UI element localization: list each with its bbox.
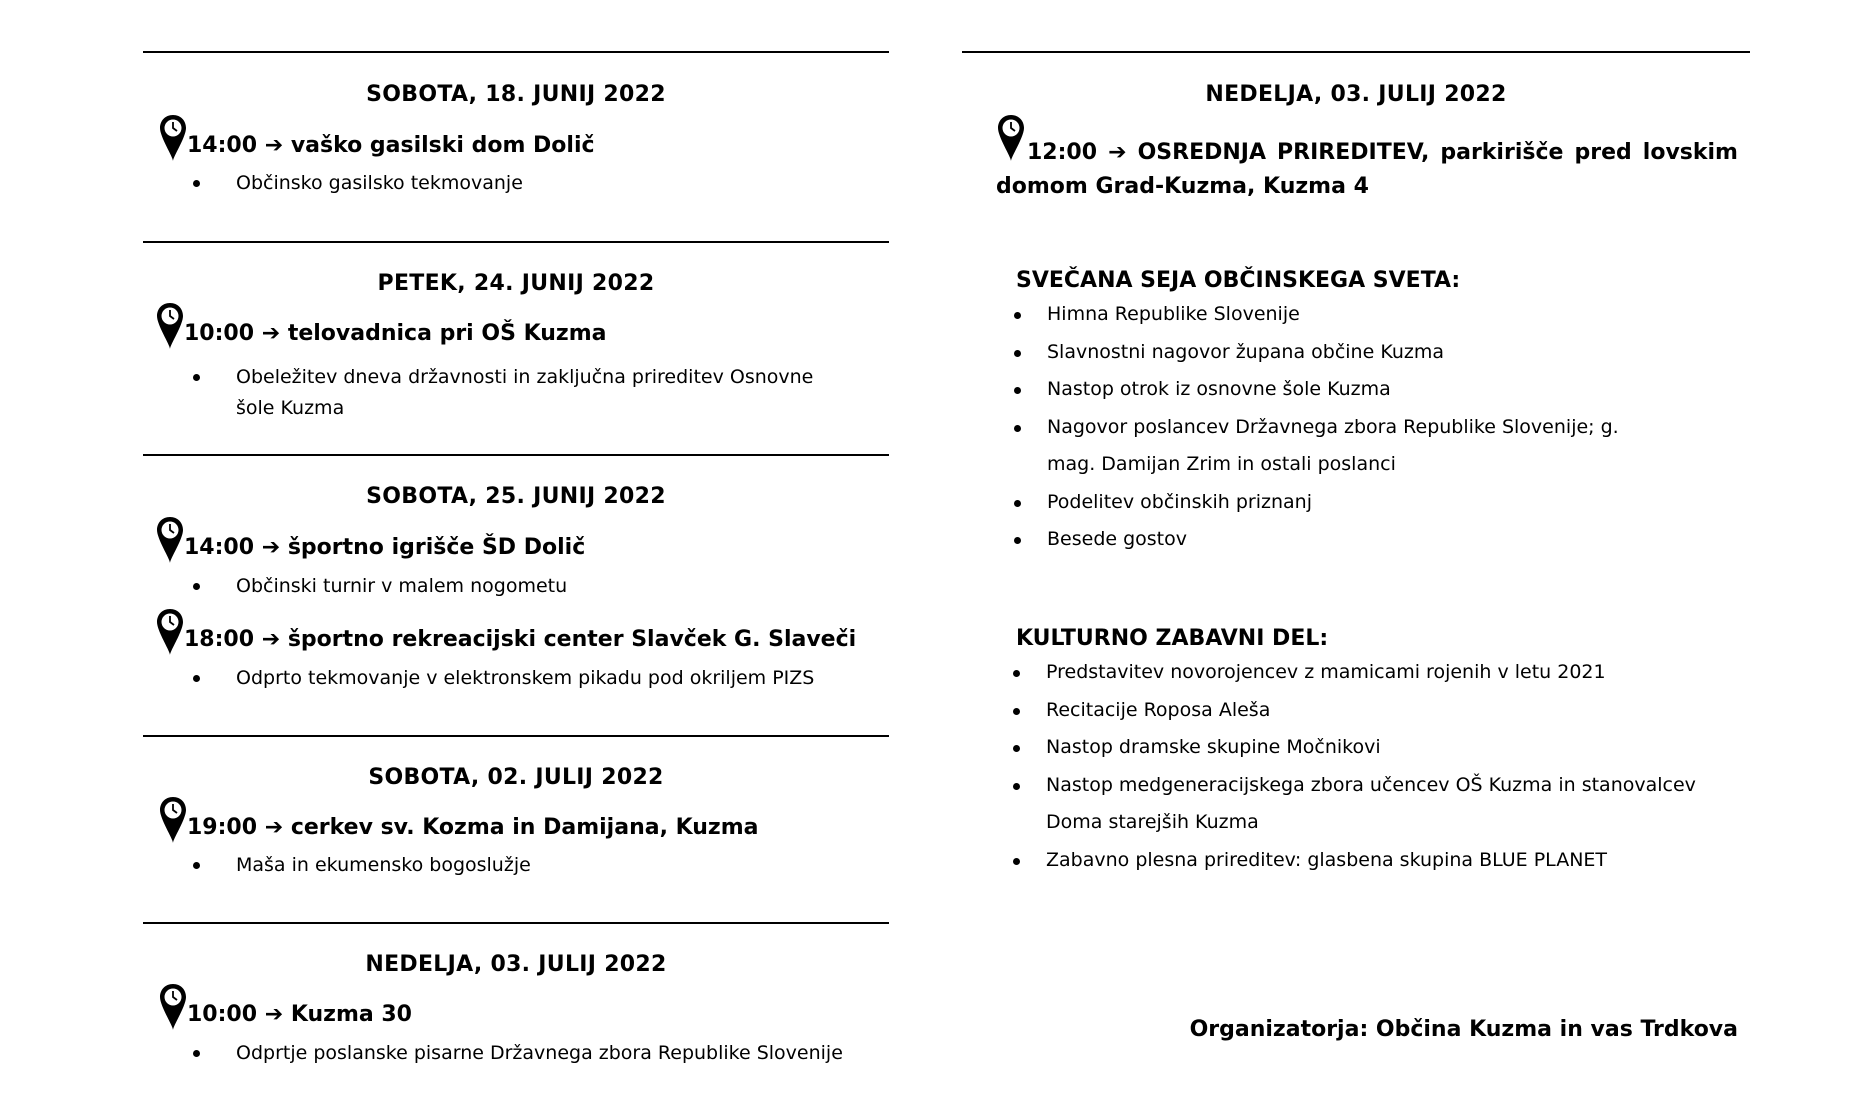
event-time-location	[184, 627, 856, 652]
location-pin-icon	[155, 515, 185, 565]
event-time-location	[187, 1002, 412, 1027]
arrow-icon: ➔	[264, 815, 284, 840]
event-time: 14:00	[187, 133, 258, 158]
list-item: Recitacije Roposa Aleša	[1013, 692, 1743, 730]
event-time-location	[187, 815, 759, 840]
day-date: SOBOTA, 18. JUNIJ 2022	[366, 82, 666, 107]
list-item: Nastop dramske skupine Močnikovi	[1013, 729, 1743, 767]
event-items	[193, 362, 853, 424]
list-item: Maša in ekumensko bogoslužje	[193, 850, 531, 881]
event-time: 10:00	[187, 1002, 258, 1027]
list-item: Zabavno plesna prireditev: glasbena skupina BLUE PLANET	[1013, 842, 1743, 880]
event-time-location	[184, 535, 585, 560]
event-items	[193, 1038, 933, 1069]
arrow-icon: ➔	[264, 1002, 284, 1027]
day-date: SOBOTA, 02. JULIJ 2022	[368, 765, 664, 790]
event-time-location	[187, 133, 595, 158]
entertainment-list	[1013, 654, 1743, 879]
list-item: Slavnostni nagovor župana občine Kuzma	[1014, 334, 1654, 372]
event-location: športno rekreacijski center Slavček G. Slaveči	[287, 627, 857, 652]
event-time: 10:00	[184, 321, 255, 346]
list-item: Nastop medgeneracijskega zbora učencev OŠ Kuzma in stanovalcev Doma starejših Kuzma	[1013, 767, 1743, 842]
organizer-credit: Organizatorja: Občina Kuzma in vas Trdkova	[1189, 1017, 1738, 1042]
event-time-location	[184, 321, 607, 346]
event-items	[193, 850, 531, 881]
arrow-icon: ➔	[264, 133, 284, 158]
arrow-icon: ➔	[1108, 140, 1127, 165]
event-items	[193, 168, 523, 199]
list-item: Obeležitev dneva državnosti in zaključna prireditev Osnovne šole Kuzma	[193, 362, 853, 424]
divider	[962, 51, 1750, 53]
arrow-icon: ➔	[261, 321, 281, 346]
section-heading: KULTURNO ZABAVNI DEL:	[1016, 626, 1329, 651]
event-time: 12:00	[1027, 140, 1098, 165]
divider	[143, 241, 889, 243]
divider	[143, 735, 889, 737]
location-pin-icon	[158, 113, 188, 163]
event-location: vaško gasilski dom Dolič	[290, 133, 595, 158]
day-date: SOBOTA, 25. JUNIJ 2022	[366, 484, 666, 509]
location-pin-icon	[158, 795, 188, 845]
event-items	[193, 571, 567, 602]
day-date: NEDELJA, 03. JULIJ 2022	[365, 952, 667, 977]
list-item: Občinski turnir v malem nogometu	[193, 571, 567, 602]
list-item: Odprto tekmovanje v elektronskem pikadu pod okriljem PIZS	[193, 663, 814, 694]
event-time: 14:00	[184, 535, 255, 560]
event-location: telovadnica pri OŠ Kuzma	[287, 321, 607, 346]
list-item: Predstavitev novorojencev z mamicami rojenih v letu 2021	[1013, 654, 1743, 692]
location-pin-icon	[155, 301, 185, 351]
event-location: Kuzma 30	[290, 1002, 412, 1027]
event-time: 18:00	[184, 627, 255, 652]
location-pin-icon	[158, 982, 188, 1032]
list-item: Občinsko gasilsko tekmovanje	[193, 168, 523, 199]
event-items	[193, 663, 814, 694]
day-date: PETEK, 24. JUNIJ 2022	[377, 271, 655, 296]
ceremony-list	[1014, 296, 1654, 559]
location-pin-icon	[155, 607, 185, 657]
divider	[143, 922, 889, 924]
arrow-icon: ➔	[261, 535, 281, 560]
arrow-icon: ➔	[261, 627, 281, 652]
list-item: Nagovor poslancev Državnega zbora Republike Slovenije; g. mag. Damijan Zrim in ostali poslanci	[1014, 409, 1654, 484]
section-heading: SVEČANA SEJA OBČINSKEGA SVETA:	[1016, 268, 1461, 293]
divider	[143, 51, 889, 53]
event-time: 19:00	[187, 815, 258, 840]
list-item: Odprtje poslanske pisarne Državnega zbora Republike Slovenije	[193, 1038, 933, 1069]
list-item: Himna Republike Slovenije	[1014, 296, 1654, 334]
list-item: Nastop otrok iz osnovne šole Kuzma	[1014, 371, 1654, 409]
event-location: OSREDNJA PRIREDITEV, parkirišče pred lovskim domom Grad-Kuzma, Kuzma 4	[996, 140, 1738, 199]
divider	[143, 454, 889, 456]
list-item: Besede gostov	[1014, 521, 1654, 559]
list-item: Podelitev občinskih priznanj	[1014, 484, 1654, 522]
day-date: NEDELJA, 03. JULIJ 2022	[1205, 82, 1507, 107]
event-location: cerkev sv. Kozma in Damijana, Kuzma	[290, 815, 759, 840]
main-event	[996, 136, 1738, 204]
event-location: športno igrišče ŠD Dolič	[287, 535, 586, 560]
